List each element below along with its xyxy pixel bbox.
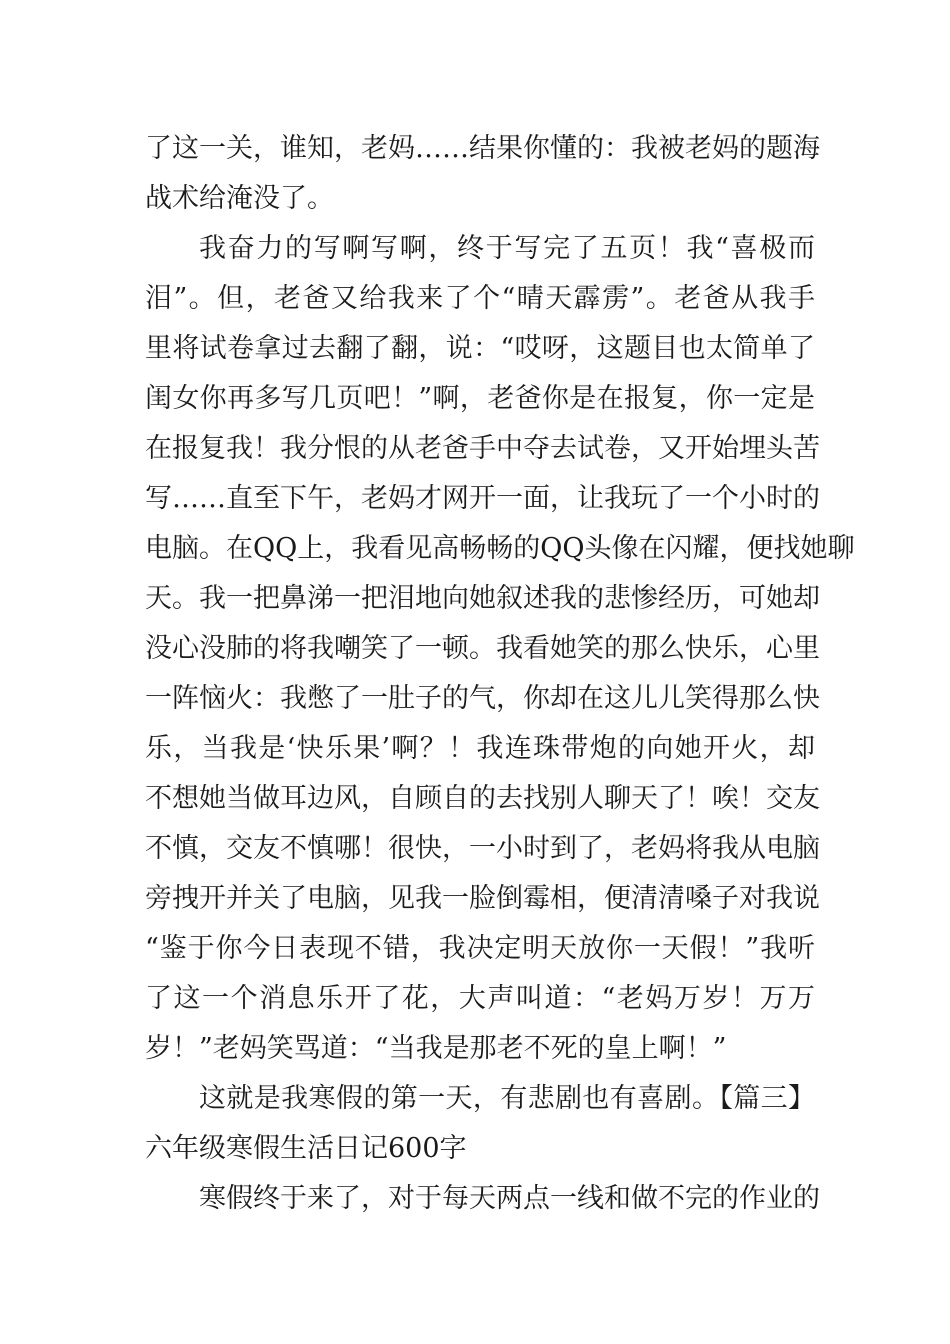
text-line: 里将试卷拿过去翻了翻，说：“哎呀，这题目也太简单了 (145, 333, 815, 364)
text-line: 岁！”老妈笑骂道：“当我是那老不死的皇上啊！” (145, 1033, 727, 1064)
text-line: 泪”。但，老爸又给我来了个“晴天霹雳”。老爸从我手 (145, 283, 815, 314)
text-line: 寒假终于来了，对于每天两点一线和做不完的作业的 (199, 1183, 820, 1214)
text-line: “鉴于你今日表现不错，我决定明天放你一天假！”我听 (145, 933, 815, 964)
text-line: 了这一关，谁知，老妈……结果你懂的：我被老妈的题海 (145, 133, 820, 164)
text-line: 了这一个消息乐开了花，大声叫道：“老妈万岁！万万 (145, 983, 815, 1014)
text-line: 没心没肺的将我嘲笑了一顿。我看她笑的那么快乐，心里 (145, 633, 820, 664)
text-line: 不慎，交友不慎哪！很快，一小时到了，老妈将我从电脑 (145, 833, 820, 864)
text-line: 战术给淹没了。 (145, 183, 334, 214)
text-line: 电脑。在QQ上，我看见高畅畅的QQ头像在闪耀，便找她聊 (145, 533, 855, 564)
text-line: 写……直至下午，老妈才网开一面，让我玩了一个小时的 (145, 483, 820, 514)
text-line: 天。我一把鼻涕一把泪地向她叙述我的悲惨经历，可她却 (145, 583, 820, 614)
section-heading: 六年级寒假生活日记600字 (145, 1133, 467, 1164)
text-line: 旁拽开并关了电脑，见我一脸倒霉相，便清清嗓子对我说 (145, 883, 820, 914)
text-line: 我奋力的写啊写啊，终于写完了五页！我“喜极而 (199, 233, 815, 264)
text-line: 乐，当我是‘快乐果’啊？！我连珠带炮的向她开火，却 (145, 733, 815, 764)
text-line: 在报复我！我分恨的从老爸手中夺去试卷，又开始埋头苦 (145, 433, 820, 464)
text-line: 闺女你再多写几页吧！”啊，老爸你是在报复，你一定是 (145, 383, 815, 414)
text-line: 不想她当做耳边风，自顾自的去找别人聊天了！唉！交友 (145, 783, 820, 814)
text-line: 一阵恼火：我憋了一肚子的气，你却在这儿儿笑得那么快 (145, 683, 820, 714)
text-line: 这就是我寒假的第一天，有悲剧也有喜剧。【篇三】 (199, 1083, 815, 1114)
